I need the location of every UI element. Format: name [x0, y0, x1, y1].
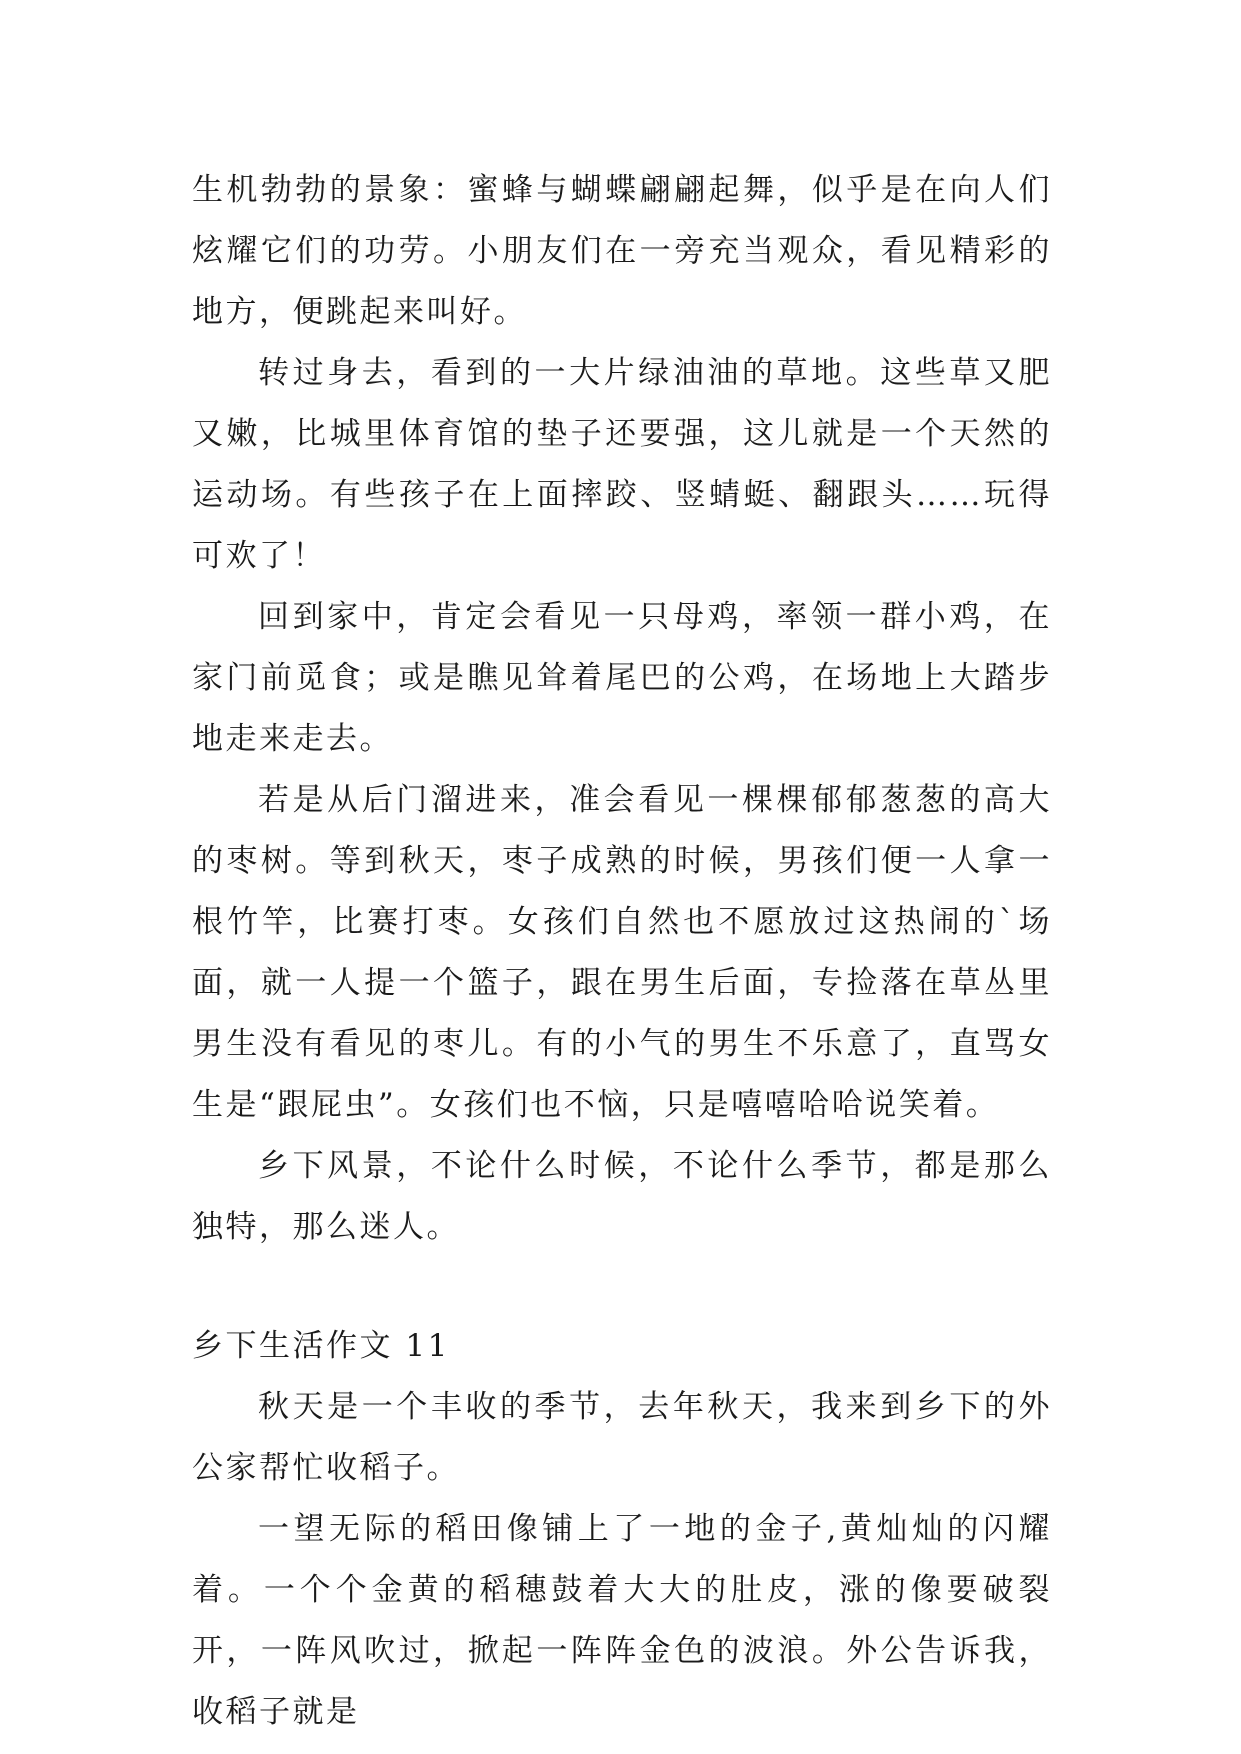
- paragraph-grassland: 转过身去，看到的一大片绿油油的草地。这些草又肥又嫩，比城里体育馆的垫子还要强，这儿就是一个天然的运动场。有些孩子在上面摔跤、竖蜻蜓、翻跟头……玩得可欢了！: [192, 355, 1052, 574]
- paragraph-conclusion: 乡下风景，不论什么时候，不论什么季节，都是那么独特，那么迷人。: [192, 1148, 1052, 1245]
- document-page: [192, 160, 1052, 1743]
- paragraph-jujube-trees: 若是从后门溜进来，准会看见一棵棵郁郁葱葱的高大的枣树。等到秋天，枣子成熟的时候，男孩们便一人拿一根竹竿，比赛打枣。女孩们自然也不愿放过这热闹的`场面，就一人提一个篮子，跟在男生后面，专捡落在草丛里男生没有看见的枣儿。有的小气的男生不乐意了，直骂女生是“跟屁虫”。女孩们也不恼，只是嘻嘻哈哈说笑着。: [192, 782, 1052, 1123]
- paragraph-continuation: 生机勃勃的景象：蜜蜂与蝴蝶翩翩起舞，似乎是在向人们炫耀它们的功劳。小朋友们在一旁充当观众，看见精彩的地方，便跳起来叫好。: [192, 172, 1052, 330]
- paragraph-autumn: 秋天是一个丰收的季节，去年秋天，我来到乡下的外公家帮忙收稻子。: [192, 1389, 1052, 1486]
- paragraph-rice-field: 一望无际的稻田像铺上了一地的金子,黄灿灿的闪耀着。一个个金黄的稻穗鼓着大大的肚皮，涨的像要破裂开，一阵风吹过，掀起一阵阵金色的波浪。外公告诉我，收稻子就是: [192, 1511, 1052, 1730]
- essay-heading: 乡下生活作文 11: [192, 1328, 450, 1364]
- paragraph-chickens: 回到家中，肯定会看见一只母鸡，率领一群小鸡，在家门前觅食；或是瞧见耸着尾巴的公鸡，在场地上大踏步地走来走去。: [192, 599, 1052, 757]
